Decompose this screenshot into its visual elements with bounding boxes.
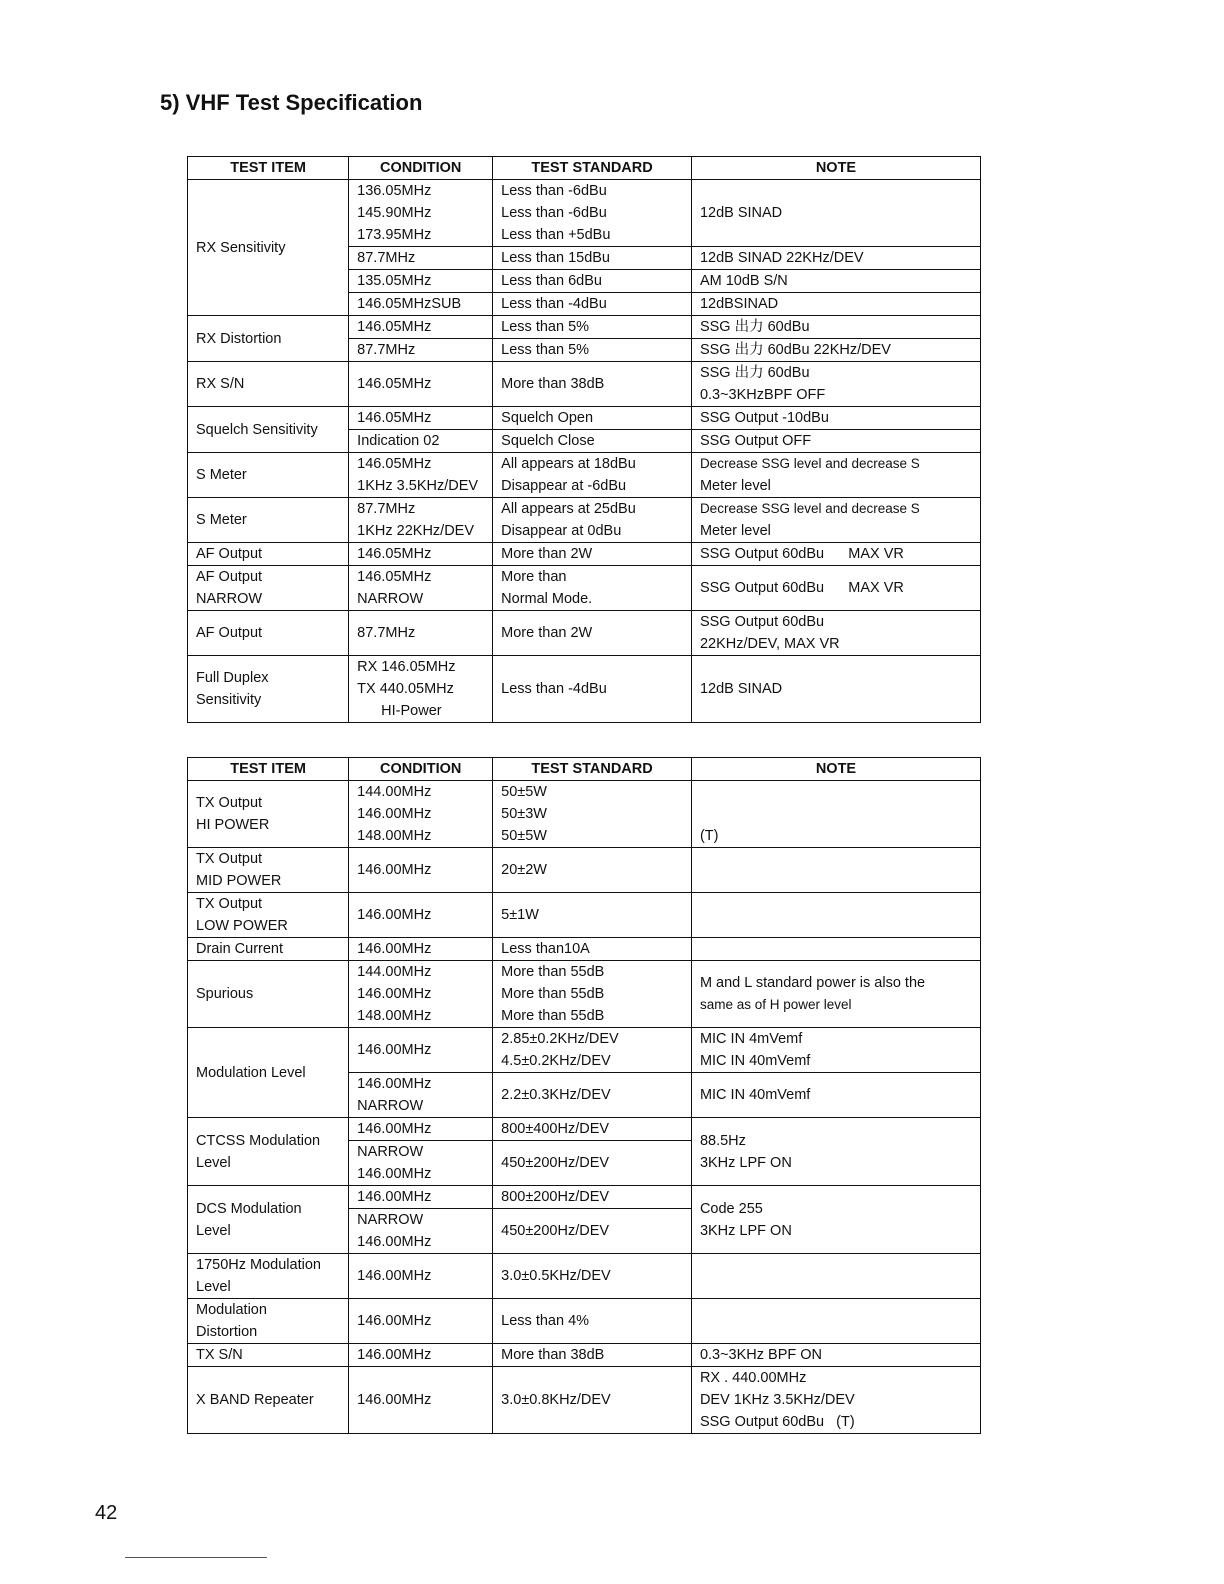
table-row xyxy=(188,848,981,893)
cell-line: 22KHz/DEV, MAX VR xyxy=(699,636,840,652)
row-item xyxy=(188,1254,349,1299)
cell-line: Modulation xyxy=(196,1302,267,1318)
table-header-row xyxy=(188,157,981,180)
cell-line: Distortion xyxy=(196,1324,258,1340)
cell-line: Full Duplex xyxy=(196,670,269,686)
row-note xyxy=(691,362,980,407)
row-item: Spurious xyxy=(188,961,349,1028)
table-row xyxy=(188,407,981,430)
row-item: RX Distortion xyxy=(188,316,349,362)
row-standard xyxy=(493,180,692,247)
row-condition: 146.00MHz xyxy=(349,1344,493,1367)
row-condition xyxy=(349,453,493,498)
row-standard xyxy=(493,453,692,498)
cell-line: Level xyxy=(196,1222,231,1239)
row-note: 12dB SINAD 22KHz/DEV xyxy=(691,247,980,270)
cell-line: 50±5W xyxy=(501,784,547,800)
row-standard: 800±400Hz/DEV xyxy=(493,1118,692,1141)
row-item xyxy=(188,1118,349,1186)
row-condition: 87.7MHz xyxy=(349,611,493,656)
row-item xyxy=(188,1186,349,1254)
cell-line: More than xyxy=(501,569,567,585)
cell-line: More than 55dB xyxy=(501,986,605,1002)
cell-line: NARROW xyxy=(357,1098,424,1114)
row-item xyxy=(188,848,349,893)
cell-line: NARROW xyxy=(357,1212,424,1228)
cell-line: RX 146.05MHz xyxy=(357,659,456,675)
row-item: AF Output xyxy=(188,543,349,566)
cell-line: 144.00MHz xyxy=(357,964,432,980)
row-condition: 87.7MHz xyxy=(349,247,493,270)
row-standard: 3.0±0.8KHz/DEV xyxy=(493,1367,692,1434)
row-standard: More than 38dB xyxy=(493,1344,692,1367)
cell-line: DCS Modulation xyxy=(196,1200,302,1217)
table-row xyxy=(188,180,981,247)
row-note xyxy=(691,1118,980,1186)
cell-line: MIC IN 4mVemf xyxy=(699,1031,803,1047)
cell-line: 3KHz LPF ON xyxy=(699,1154,792,1171)
row-condition: 87.7MHz xyxy=(349,339,493,362)
row-standard: Less than10A xyxy=(493,938,692,961)
cell-line: 146.00MHz xyxy=(357,986,432,1002)
table-row xyxy=(188,362,981,407)
table-row xyxy=(188,961,981,1028)
cell-line: 146.00MHz xyxy=(357,1076,432,1092)
table-row xyxy=(188,453,981,498)
row-standard: Less than 4% xyxy=(493,1299,692,1344)
header-note: NOTE xyxy=(691,758,980,781)
cell-line: Decrease SSG level and decrease S xyxy=(699,456,920,471)
table-row xyxy=(188,656,981,723)
row-item: RX S/N xyxy=(188,362,349,407)
cell-line: 1KHz 22KHz/DEV xyxy=(357,523,475,539)
row-item: TX S/N xyxy=(188,1344,349,1367)
row-item: Drain Current xyxy=(188,938,349,961)
cell-line: 87.7MHz xyxy=(357,501,416,517)
cell-line: Disappear at -6dBu xyxy=(501,478,627,494)
table-row xyxy=(188,1118,981,1141)
cell-line: 3KHz LPF ON xyxy=(699,1222,792,1239)
header-condition: CONDITION xyxy=(349,157,493,180)
cell-line: 136.05MHz xyxy=(357,183,432,199)
row-standard: More than 38dB xyxy=(493,362,692,407)
row-standard: Less than -4dBu xyxy=(493,293,692,316)
row-item: AF Output xyxy=(188,611,349,656)
row-standard: More than 2W xyxy=(493,611,692,656)
table-row xyxy=(188,1367,981,1434)
cell-line: Decrease SSG level and decrease S xyxy=(699,501,920,516)
cell-line: AF Output xyxy=(196,569,263,585)
table-row xyxy=(188,498,981,543)
row-note: SSG 出力 60dBu 22KHz/DEV xyxy=(691,339,980,362)
row-item: X BAND Repeater xyxy=(188,1367,349,1434)
cell-line: HI POWER xyxy=(196,817,270,833)
row-standard: Less than -4dBu xyxy=(493,656,692,723)
row-condition xyxy=(349,656,493,723)
cell-line: 146.00MHz xyxy=(357,1234,432,1250)
row-condition xyxy=(349,566,493,611)
cell-line: MIC IN 40mVemf xyxy=(699,1053,811,1069)
cell-line: TX Output xyxy=(196,896,263,912)
header-test-standard: TEST STANDARD xyxy=(493,758,692,781)
row-item: Modulation Level xyxy=(188,1028,349,1118)
cell-line: MID POWER xyxy=(196,873,282,889)
page-number: 42 xyxy=(95,1502,118,1524)
row-note: 12dBSINAD xyxy=(691,293,980,316)
cell-line: Less than -6dBu xyxy=(501,205,607,221)
row-standard: Less than 15dBu xyxy=(493,247,692,270)
row-standard: 2.2±0.3KHz/DEV xyxy=(493,1073,692,1118)
row-condition: 146.00MHz xyxy=(349,1367,493,1434)
row-condition: 146.00MHz xyxy=(349,1299,493,1344)
cell-line: 1750Hz Modulation xyxy=(196,1257,321,1273)
row-condition: 146.05MHz xyxy=(349,362,493,407)
row-condition: 146.00MHz xyxy=(349,1118,493,1141)
row-condition: 146.00MHz xyxy=(349,893,493,938)
row-standard: Squelch Open xyxy=(493,407,692,430)
cell-line: 145.90MHz xyxy=(357,205,432,221)
row-note xyxy=(691,453,980,498)
row-note xyxy=(691,893,980,938)
row-condition xyxy=(349,781,493,848)
table-row xyxy=(188,566,981,611)
row-item: S Meter xyxy=(188,453,349,498)
cell-line: 144.00MHz xyxy=(357,784,432,800)
row-item xyxy=(188,1299,349,1344)
cell-line: NARROW xyxy=(357,1144,424,1160)
table-row xyxy=(188,781,981,848)
table-row xyxy=(188,938,981,961)
cell-line: RX . 440.00MHz xyxy=(699,1370,807,1386)
row-standard: Squelch Close xyxy=(493,430,692,453)
header-test-item: TEST ITEM xyxy=(188,157,349,180)
row-standard: Less than 5% xyxy=(493,316,692,339)
cell-line: same as of H power level xyxy=(699,997,852,1012)
row-note: 12dB SINAD xyxy=(691,656,980,723)
cell-line: 146.05MHz xyxy=(357,569,432,585)
cell-line: TX Output xyxy=(196,795,263,811)
row-standard: More than 2W xyxy=(493,543,692,566)
row-item: S Meter xyxy=(188,498,349,543)
row-condition: 146.00MHz xyxy=(349,1186,493,1209)
row-condition: Indication 02 xyxy=(349,430,493,453)
row-note: SSG Output OFF xyxy=(691,430,980,453)
cell-line: HI-Power xyxy=(381,703,442,719)
row-note: 0.3~3KHz BPF ON xyxy=(691,1344,980,1367)
cell-line: DEV 1KHz 3.5KHz/DEV xyxy=(699,1392,855,1408)
cell-line: Sensitivity xyxy=(196,692,262,708)
cell-line: Meter level xyxy=(699,523,771,539)
row-item xyxy=(188,893,349,938)
section-title: 5) VHF Test Specification xyxy=(160,90,423,115)
table-header-row xyxy=(188,758,981,781)
row-note: MIC IN 40mVemf xyxy=(691,1073,980,1118)
row-standard: 800±200Hz/DEV xyxy=(493,1186,692,1209)
cell-line: All appears at 25dBu xyxy=(501,501,636,517)
row-condition xyxy=(349,498,493,543)
table-row xyxy=(188,316,981,339)
row-note xyxy=(691,498,980,543)
row-standard: Less than 6dBu xyxy=(493,270,692,293)
cell-line: 1KHz 3.5KHz/DEV xyxy=(357,478,479,494)
row-standard: 450±200Hz/DEV xyxy=(493,1209,692,1254)
row-item xyxy=(188,656,349,723)
row-item xyxy=(188,781,349,848)
cell-line: SSG Output 60dBu xyxy=(699,614,825,630)
row-standard xyxy=(493,566,692,611)
row-note xyxy=(691,848,980,893)
row-condition xyxy=(349,180,493,247)
row-standard: 3.0±0.5KHz/DEV xyxy=(493,1254,692,1299)
row-standard: 450±200Hz/DEV xyxy=(493,1141,692,1186)
row-condition: 146.05MHzSUB xyxy=(349,293,493,316)
header-condition: CONDITION xyxy=(349,758,493,781)
row-note: SSG Output 60dBu MAX VR xyxy=(691,543,980,566)
row-condition xyxy=(349,1209,493,1254)
cell-line: NARROW xyxy=(357,591,424,607)
cell-line: TX 440.05MHz xyxy=(357,681,454,697)
table-row xyxy=(188,611,981,656)
row-standard xyxy=(493,961,692,1028)
table-row xyxy=(188,1186,981,1209)
header-note: NOTE xyxy=(691,157,980,180)
cell-line: 50±5W xyxy=(501,828,547,844)
row-note xyxy=(691,611,980,656)
row-condition: 146.05MHz xyxy=(349,543,493,566)
cell-line: 146.00MHz xyxy=(357,806,432,822)
row-condition xyxy=(349,1073,493,1118)
row-condition: 146.00MHz xyxy=(349,1254,493,1299)
cell-line: Normal Mode. xyxy=(501,591,593,607)
row-note: 12dB SINAD xyxy=(691,180,980,247)
cell-line: Less than +5dBu xyxy=(501,227,611,243)
cell-line: 146.05MHz xyxy=(357,456,432,472)
row-condition: 135.05MHz xyxy=(349,270,493,293)
cell-line: All appears at 18dBu xyxy=(501,456,636,472)
cell-line: 173.95MHz xyxy=(357,227,432,243)
table-row xyxy=(188,1254,981,1299)
cell-line: Meter level xyxy=(699,478,771,494)
row-item: RX Sensitivity xyxy=(188,180,349,316)
table-row xyxy=(188,1028,981,1073)
row-condition: 146.00MHz xyxy=(349,938,493,961)
cell-line: 146.00MHz xyxy=(357,1166,432,1182)
cell-line: SSG Output 60dBu (T) xyxy=(699,1414,855,1430)
cell-line: Level xyxy=(196,1279,231,1295)
cell-line: TX Output xyxy=(196,851,263,867)
header-test-item: TEST ITEM xyxy=(188,758,349,781)
row-note xyxy=(691,1028,980,1073)
table-row xyxy=(188,1299,981,1344)
row-note xyxy=(691,938,980,961)
cell-line: Code 255 xyxy=(699,1200,763,1217)
tx-test-table xyxy=(187,757,981,1434)
row-note xyxy=(691,1299,980,1344)
row-note xyxy=(691,961,980,1028)
cell-line: NARROW xyxy=(196,591,263,607)
cell-line: CTCSS Modulation xyxy=(196,1132,321,1149)
cell-line: Level xyxy=(196,1154,231,1171)
row-note xyxy=(691,1186,980,1254)
cell-line: Disappear at 0dBu xyxy=(501,523,622,539)
cell-line: 2.85±0.2KHz/DEV xyxy=(501,1031,619,1047)
cell-line: 0.3~3KHzBPF OFF xyxy=(699,387,826,403)
row-item xyxy=(188,566,349,611)
row-condition: 146.05MHz xyxy=(349,316,493,339)
row-note xyxy=(691,1254,980,1299)
row-condition xyxy=(349,1141,493,1186)
cell-line: 148.00MHz xyxy=(357,1008,432,1024)
row-standard xyxy=(493,498,692,543)
row-note: SSG 出力 60dBu xyxy=(691,316,980,339)
cell-line: M and L standard power is also the xyxy=(699,975,926,991)
cell-line: LOW POWER xyxy=(196,918,288,934)
row-standard xyxy=(493,1028,692,1073)
table-row xyxy=(188,543,981,566)
cell-line: 4.5±0.2KHz/DEV xyxy=(501,1053,611,1069)
cell-line: More than 55dB xyxy=(501,1008,605,1024)
row-note: (T) xyxy=(691,781,980,848)
footer-rule xyxy=(125,1557,267,1558)
header-test-standard: TEST STANDARD xyxy=(493,157,692,180)
row-standard: 20±2W xyxy=(493,848,692,893)
table-row xyxy=(188,1344,981,1367)
row-condition: 146.05MHz xyxy=(349,407,493,430)
cell-line: 88.5Hz xyxy=(699,1132,746,1149)
row-condition: 146.00MHz xyxy=(349,1028,493,1073)
row-condition xyxy=(349,961,493,1028)
cell-line: Less than -6dBu xyxy=(501,183,607,199)
row-item: Squelch Sensitivity xyxy=(188,407,349,453)
row-note: AM 10dB S/N xyxy=(691,270,980,293)
rx-test-table xyxy=(187,156,981,723)
row-note: SSG Output 60dBu MAX VR xyxy=(691,566,980,611)
cell-line: More than 55dB xyxy=(501,964,605,980)
row-note: SSG Output -10dBu xyxy=(691,407,980,430)
cell-line: 50±3W xyxy=(501,806,547,822)
row-condition: 146.00MHz xyxy=(349,848,493,893)
row-standard: Less than 5% xyxy=(493,339,692,362)
table-row xyxy=(188,893,981,938)
cell-line: 148.00MHz xyxy=(357,828,432,844)
row-standard: 5±1W xyxy=(493,893,692,938)
row-standard xyxy=(493,781,692,848)
cell-line: SSG 出力 60dBu xyxy=(699,365,810,381)
row-note xyxy=(691,1367,980,1434)
